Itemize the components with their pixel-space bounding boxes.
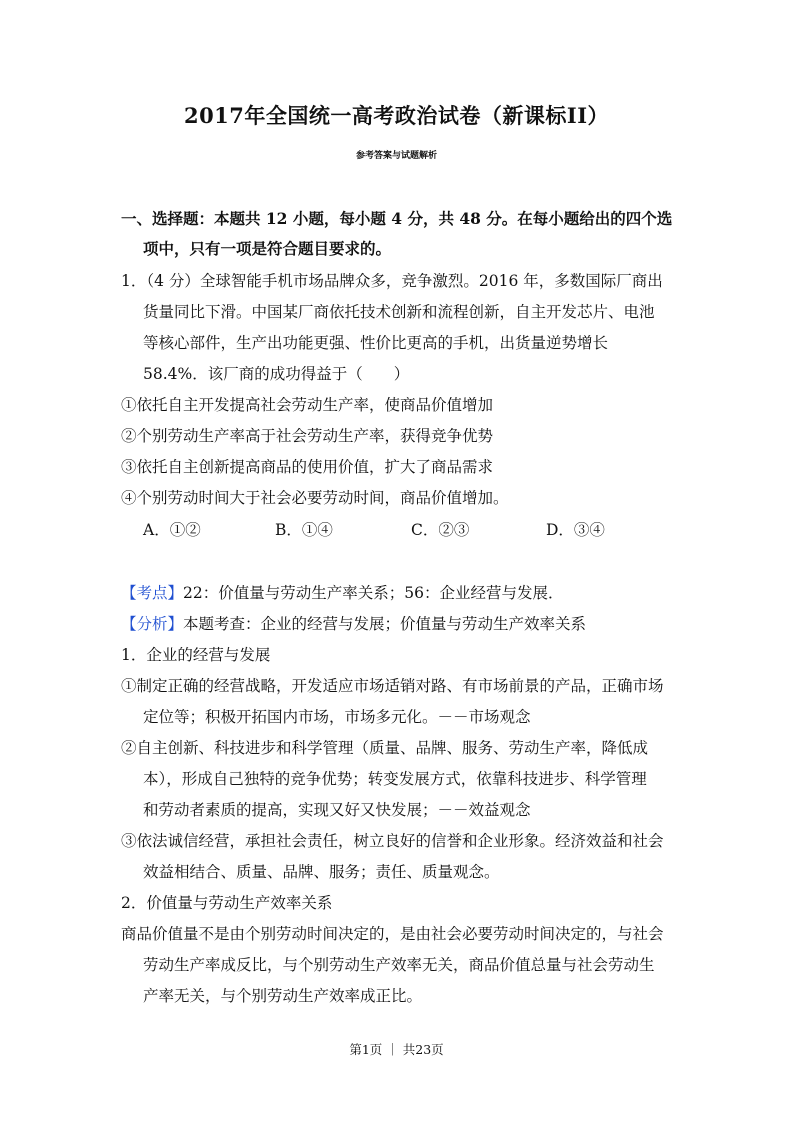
- analysis-line-6: 和劳动者素质的提高，实现又好又快发展；－－效益观念: [143, 801, 531, 819]
- statement-1: ①依托自主开发提高社会劳动生产率，使商品价值增加: [121, 396, 494, 414]
- analysis-line-7: ③依法诚信经营，承担社会责任，树立良好的信誉和企业形象。经济效益和社会: [121, 832, 664, 850]
- statement-4: ④个别劳动时间大于社会必要劳动时间，商品价值增加。: [121, 489, 509, 507]
- analysis-line-10: 商品价值量不是由个别劳动时间决定的，是由社会必要劳动时间决定的，与社会: [121, 925, 664, 943]
- page-footer: 第1页 ｜ 共23页: [349, 1042, 444, 1057]
- option-c: C．②③: [411, 521, 470, 539]
- analysis-line-9: 2．价值量与劳动生产效率关系: [121, 894, 333, 912]
- document-subtitle: 参考答案与试题解析: [355, 151, 437, 161]
- statement-2: ②个别劳动生产率高于社会劳动生产率，获得竞争优势: [121, 427, 494, 445]
- analysis-line-11: 劳动生产率成反比，与个别劳动生产效率无关，商品价值总量与社会劳动生: [143, 956, 655, 974]
- analysis-line-2: ①制定正确的经营战略，开发适应市场适销对路、有市场前景的产品，正确市场: [121, 677, 664, 695]
- analysis-line-12: 产率无关，与个别劳动生产效率成正比。: [143, 987, 423, 1005]
- question-line-4: 58.4%．该厂商的成功得益于（ ）: [143, 365, 410, 383]
- analysis-line-8: 效益相结合、质量、品牌、服务；责任、质量观念。: [143, 863, 500, 881]
- statement-3: ③依托自主创新提高商品的使用价值，扩大了商品需求: [121, 458, 494, 476]
- option-a: A．①②: [143, 521, 201, 539]
- option-b: B．①④: [275, 521, 333, 539]
- question-line-3: 等核心部件，生产出功能更强、性价比更高的手机，出货量逆势增长: [143, 334, 609, 352]
- option-d: D．③④: [546, 521, 605, 539]
- fenxi-text: 本题考查：企业的经营与发展；价值量与劳动生产效率关系: [183, 615, 587, 633]
- analysis-line-3: 定位等；积极开拓国内市场，市场多元化。－－市场观念: [143, 708, 531, 726]
- section-heading-line-2: 项中，只有一项是符合题目要求的。: [143, 239, 392, 258]
- document-title: 2017年全国统一高考政治试卷（新课标II）: [183, 103, 610, 128]
- analysis-line-4: ②自主创新、科技进步和科学管理（质量、品牌、服务、劳动生产率，降低成: [121, 739, 649, 757]
- kaodian-line: [121, 583, 563, 603]
- analysis-line-5: 本），形成自己独特的竞争优势；转变发展方式，依靠科技进步、科学管理: [143, 770, 647, 788]
- section-heading-line-1: 一、选择题：本题共 12 小题，每小题 4 分，共 48 分。在每小题给出的四个选: [121, 209, 673, 228]
- question-line-2: 货量同比下滑。中国某厂商依托技术创新和流程创新，自主开发芯片、电池: [143, 303, 655, 321]
- kaodian-tag: 【考点】: [121, 584, 184, 602]
- question-line-1: 1．（4 分）全球智能手机市场品牌众多，竞争激烈。2016 年，多数国际厂商出: [121, 272, 663, 290]
- fenxi-line: [121, 614, 586, 634]
- fenxi-tag: 【分析】: [121, 615, 184, 633]
- kaodian-text: 22：价值量与劳动生产率关系；56：企业经营与发展．: [183, 584, 564, 602]
- analysis-line-1: 1．企业的经营与发展: [121, 646, 271, 664]
